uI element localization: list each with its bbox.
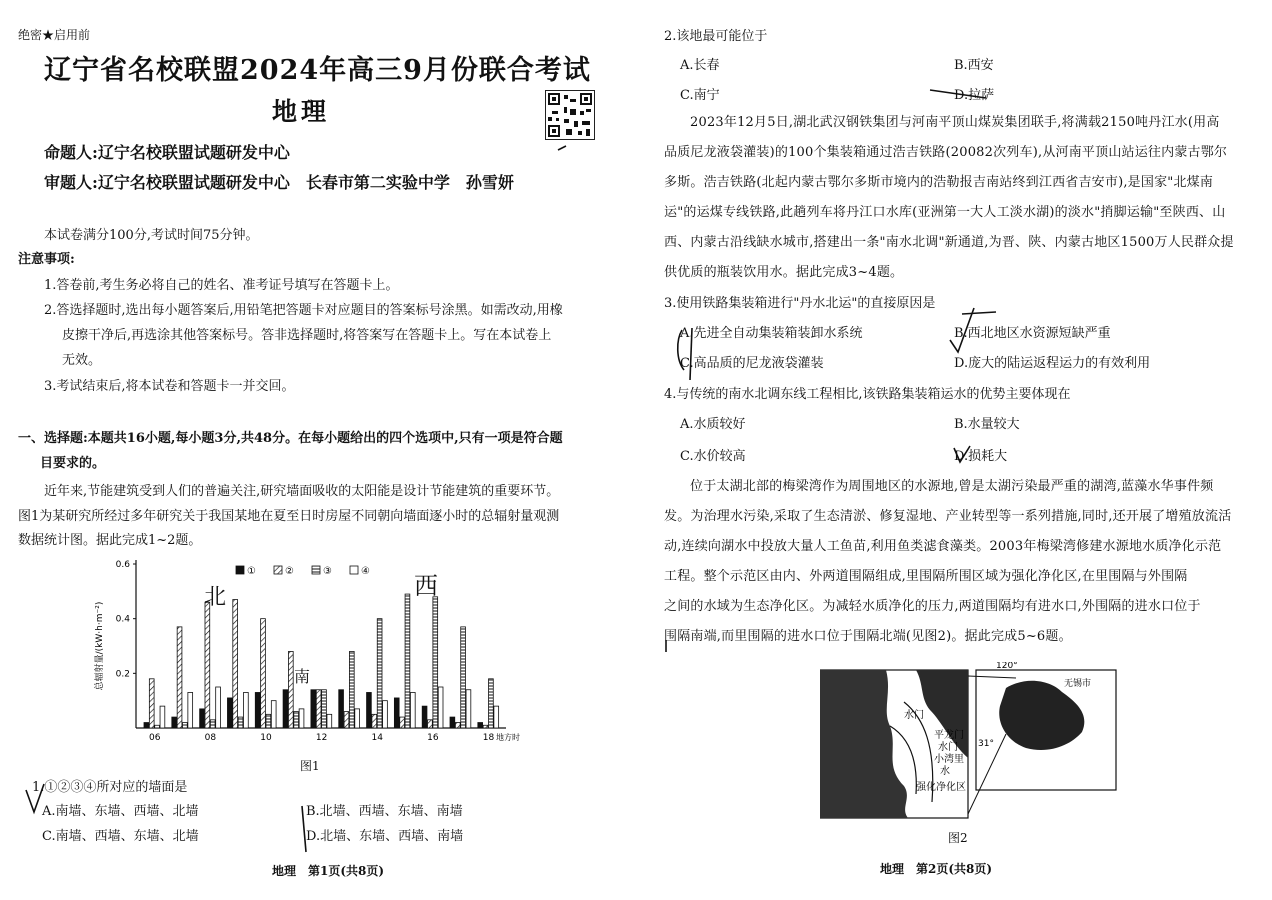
figure-2-caption: 图2 <box>948 831 968 845</box>
q2-option-b[interactable]: B.西安 <box>954 58 994 73</box>
label-zone: 强化净化区 <box>916 782 966 793</box>
confidential-tag: 绝密★启用前 <box>18 28 91 42</box>
label-longitude: 120° <box>996 662 1018 671</box>
note-2-cont: 皮擦干净后,再选涂其他答案标号。答非选择题时,将答案写在答题卡上。写在本试卷上 <box>62 328 552 343</box>
passage-3-4-line: 2023年12月5日,湖北武汉钢铁集团与河南平顶山煤炭集团联手,将满载2150吨丹江水(用高 <box>690 115 1220 130</box>
y-tick-label: 0.2 <box>115 669 130 680</box>
label-inlet-2: 平龙门 <box>934 730 964 741</box>
check-mark-icon <box>950 308 974 352</box>
pen-stroke-icon <box>302 806 306 852</box>
q2-option-c[interactable]: C.南宁 <box>680 88 720 103</box>
passage-5-6-line: 动,连续向湖水中投放大量人工鱼苗,利用鱼类滤食藻类。2003年梅梁湾修建水源地水质净化示范 <box>664 539 1222 554</box>
intro-line-2: 图1为某研究所经过多年研究关于我国某地在夏至日时房屋不同朝向墙面逐小时的总辐射量观测 <box>18 509 560 524</box>
q4-option-a[interactable]: A.水质较好 <box>680 417 746 432</box>
y-tick-label: 0.6 <box>115 560 130 570</box>
x-tick-label: 10 <box>260 733 272 743</box>
right-page <box>636 0 1272 900</box>
q2-option-a[interactable]: A.长春 <box>680 58 720 73</box>
passage-3-4-line: 多斯。浩吉铁路(北起内蒙古鄂尔多斯市境内的浩勒报吉南站终到江西省吉安市),是国家"北煤南 <box>664 175 1214 190</box>
reviewer-line: 审题人:辽宁名校联盟试题研发中心 长春市第二实验中学 孙雪妍 <box>44 173 514 192</box>
handwriting-marks-right <box>636 0 1272 900</box>
handwritten-north: 北 <box>204 585 227 610</box>
x-tick-label: 12 <box>315 733 328 743</box>
section-heading-cont: 目要求的。 <box>40 456 106 471</box>
setter-line: 命题人:辽宁名校联盟试题研发中心 <box>44 143 290 162</box>
check-mark-icon <box>954 446 970 462</box>
q4-stem: 4.与传统的南水北调东线工程相比,该铁路集装箱运水的优势主要体现在 <box>664 387 1071 402</box>
x-tick-label: 14 <box>371 733 383 743</box>
q2-stem: 2.该地最可能位于 <box>664 29 768 44</box>
label-bay: 小湾里 <box>934 754 964 765</box>
strike-line-icon <box>930 90 986 98</box>
note-1: 1.答卷前,考生务必将自己的姓名、准考证号填写在答题卡上。 <box>44 278 399 293</box>
q1-stem: 1.①②③④所对应的墙面是 <box>32 780 188 795</box>
label-latitude: 31° <box>978 739 994 749</box>
q1-option-a[interactable]: A.南墙、东墙、西墙、北墙 <box>42 804 199 819</box>
passage-5-6-line: 工程。整个示范区由内、外两道围隔组成,里围隔所围区域为强化净化区,在里围隔与外围隔 <box>664 569 1188 584</box>
q3-option-c[interactable]: C.高品质的尼龙液袋灌装 <box>680 356 824 371</box>
pen-stroke-icon <box>678 330 684 370</box>
q3-stem: 3.使用铁路集装箱进行"丹水北运"的直接原因是 <box>664 296 936 311</box>
passage-3-4-line: 运"的运煤专线铁路,此趟列车将丹江口水库(亚洲第一大人工淡水湖)的淡水"捎脚运输"至陕西、山 <box>664 205 1226 220</box>
q1-option-b[interactable]: B.北墙、西墙、东墙、南墙 <box>306 804 463 819</box>
handwritten-south: 南 <box>294 667 311 686</box>
q1-option-c[interactable]: C.南墙、西墙、东墙、北墙 <box>42 829 199 844</box>
q4-option-c[interactable]: C.水价较高 <box>680 449 746 464</box>
legend-label: ③ <box>323 566 332 577</box>
section-heading: 一、选择题:本题共16小题,每小题3分,共48分。在每小题给出的四个选项中,只有一项是符合题 <box>18 431 563 446</box>
passage-3-4-line: 供优质的瓶装饮用水。据此完成3~4题。 <box>664 265 904 280</box>
legend-label: ① <box>247 566 256 577</box>
intro-line-1: 近年来,节能建筑受到人们的普遍关注,研究墙面吸收的太阳能是设计节能建筑的重要环节。 <box>44 484 560 499</box>
q3-option-b[interactable]: B.西北地区水资源短缺严重 <box>954 326 1111 341</box>
label-inlet-1: 水门 <box>904 710 924 721</box>
subject-title: 地理 <box>272 97 331 126</box>
passage-5-6-line: 发。为治理水污染,采取了生态清淤、修复湿地、产业转型等一系列措施,同时,还开展了增殖放流活 <box>664 509 1232 524</box>
handwritten-west: 西 <box>414 572 438 600</box>
x-axis-label: 地方时 <box>496 733 520 742</box>
x-tick-label: 18 <box>482 733 495 743</box>
pen-stroke-icon <box>962 312 996 314</box>
pen-stroke-icon <box>690 328 692 380</box>
x-tick-label: 08 <box>204 733 217 743</box>
figure-1-caption: 图1 <box>300 759 320 773</box>
note-3: 3.考试结束后,将本试卷和答题卡一并交回。 <box>44 379 295 394</box>
y-tick-label: 0.4 <box>115 614 130 625</box>
passage-3-4-line: 品质尼龙液袋灌装)的100个集装箱通过浩吉铁路(20082次列车),从河南平顶山站运往内蒙古鄂尔 <box>664 145 1228 160</box>
note-2-end: 无效。 <box>62 353 102 368</box>
x-tick-label: 16 <box>427 733 439 743</box>
legend-label: ② <box>285 566 294 577</box>
q4-option-b[interactable]: B.水量较大 <box>954 417 1020 432</box>
legend-label: ④ <box>361 566 370 577</box>
passage-5-6-line: 之间的水域为生态净化区。为减轻水质净化的压力,两道围隔均有进水口,外围隔的进水口位于 <box>664 599 1201 614</box>
score-info: 本试卷满分100分,考试时间75分钟。 <box>44 228 259 243</box>
footer-page-1: 地理 第1页(共8页) <box>272 864 385 878</box>
label-inlet-3: 水门 <box>938 742 958 753</box>
notes-heading: 注意事项: <box>18 252 75 267</box>
passage-5-6-line: 位于太湖北部的梅梁湾作为周围地区的水源地,曾是太湖污染最严重的湖湾,蓝藻水华事件频 <box>690 479 1214 494</box>
label-city: 无锡市 <box>1064 679 1092 689</box>
q2-option-d[interactable]: D.拉萨 <box>954 88 995 103</box>
check-mark-icon <box>26 784 44 812</box>
footer-page-2: 地理 第2页(共8页) <box>880 862 993 876</box>
passage-3-4-line: 西、内蒙古沿线缺水城市,搭建出一条"南水北调"新通道,为晋、陕、内蒙古地区1500万人民群众提 <box>664 235 1234 250</box>
q4-option-d[interactable]: D.损耗大 <box>954 449 1008 464</box>
exam-title: 辽宁省名校联盟2024年高三9月份联合考试 <box>44 55 591 86</box>
q3-option-a[interactable]: A.先进全自动集装箱装卸水系统 <box>680 326 863 341</box>
intro-line-3: 数据统计图。据此完成1~2题。 <box>18 533 202 548</box>
passage-5-6-line: 围隔南端,而里围隔的进水口位于围隔北端(见图2)。据此完成5~6题。 <box>664 629 1072 644</box>
q3-option-d[interactable]: D.庞大的陆运返程运力的有效利用 <box>954 356 1151 371</box>
note-2: 2.答选择题时,选出每小题答案后,用铅笔把答题卡对应题目的答案标号涂黑。如需改动,用橡 <box>44 303 563 318</box>
q1-option-d[interactable]: D.北墙、东墙、西墙、南墙 <box>306 829 464 844</box>
pen-stroke-icon <box>558 146 566 150</box>
label-water: 水 <box>940 766 950 777</box>
x-tick-label: 06 <box>148 733 161 743</box>
y-axis-label: 总辐射量/(kW·h·m⁻²) <box>95 601 105 691</box>
